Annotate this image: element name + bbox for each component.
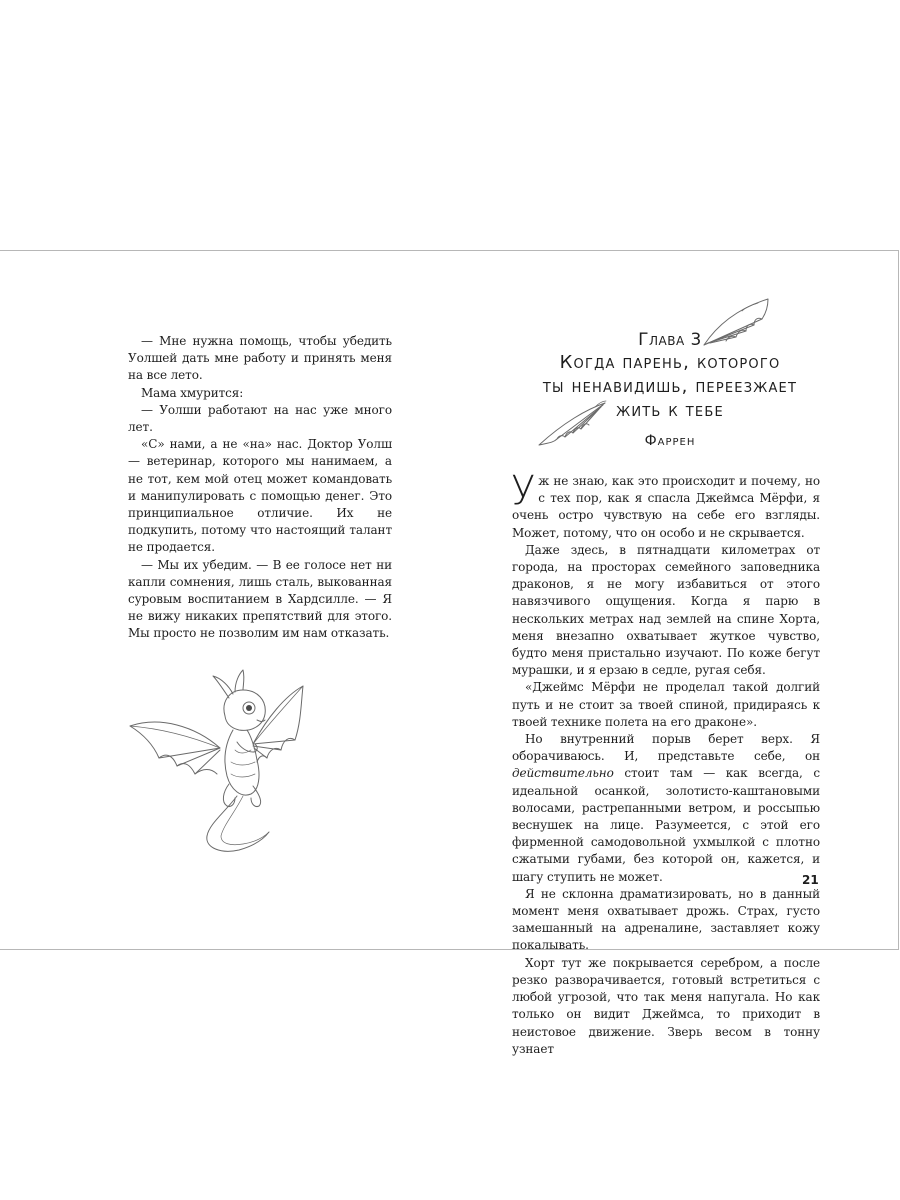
paragraph: — Мы их убедим. — В ее голосе нет ни капли сомнения, лишь сталь, выкованная суровым воспитанием в Хардсилле. — Я не вижу никаких препятствий для этого. Мы просто не позволим им нам отказать. (128, 557, 392, 641)
paragraph-text: Но внутренний порыв берет верх. Я оборачиваюсь. И, представьте себе, он (512, 732, 820, 764)
paragraph: Мама хмурится: (141, 385, 244, 400)
book-spread (0, 250, 899, 1056)
paragraph (511, 468, 820, 542)
paragraph (512, 731, 820, 886)
chapter-title-line: жить к тебе (616, 400, 724, 421)
chapter-label: Глава 3 (638, 330, 702, 350)
chapter-title-line: ты ненавидишь, переезжает (542, 376, 798, 397)
dragon-wing-ornament-bottom (535, 399, 607, 451)
left-page (0, 251, 450, 949)
chapter-title-line: Когда парень, которого (559, 352, 781, 373)
paragraph-text: ж не знаю, как это происходит и почему, но с тех пор, как я спасла Джеймса Мёрфи, я очень остро чувствую на себе его взгляды. Может, потому, что он особо и не скрывается. (512, 474, 820, 540)
paragraph: Даже здесь, в пятнадцати километрах от города, на просторах семейного заповедника драконов, я не могу избавиться от этого навязчивого ощущения. Когда я парю в нескольких метрах над землей на спине Хорта, меня внезапно охватывает жуткое чувство, будто меня пристально изучают. По коже бегут мурашки, и я ерзаю в седле, ругая себя. (512, 542, 820, 678)
paragraph: «С» нами, а не «на» нас. Доктор Уолш — ветеринар, которого мы нанимаем, а не тот, кем мой отец может командовать и манипулировать с помощью денег. Это принципиальное отличие. Их не подкупить, потому что настоящий талант не продается. (128, 437, 392, 555)
chapter-pov-character: Фаррен (644, 433, 696, 449)
paragraph-text: стоит там — как всегда, с идеальной осанкой, золотисто-каштановыми волосами, растрепанными ветром, и россыпью веснушек на лице. Разумеется, с этой его фирменной самодовольной ухмылкой с плотно сжатыми губами, без которой он, кажется, и шагу ступить не может. (512, 766, 820, 884)
paragraph: — Уолши работают на нас уже много лет. (128, 402, 392, 435)
left-page-text (128, 333, 392, 643)
paragraph: Хорт тут же покрывается серебром, а после резко разворачивается, готовый встретиться с любой угрозой, что так меня напугала. Но как только он видит Джеймса, то приходит в неистовое движение. Зверь весом в тонну узнает (512, 955, 820, 1056)
italic-emphasis: действительно (512, 766, 614, 781)
right-page-text (511, 468, 820, 1058)
paragraph: «Джеймс Мёрфи не проделал такой долгий путь и не стоит за твоей спиной, придираясь к твоей технике полета на его драконе». (512, 680, 820, 729)
page-number: 21 (802, 873, 819, 887)
paragraph: — Мне нужна помощь, чтобы убедить Уолшей дать мне работу и принять меня на все лето. (128, 334, 392, 383)
drop-cap: У (511, 468, 536, 514)
dragon-illustration (125, 656, 310, 856)
paragraph: Я не склонна драматизировать, но в данный момент меня охватывает дрожь. Страх, густо замешанный на адреналине, заставляет кожу покалывать. (512, 886, 820, 953)
right-page (450, 251, 899, 1056)
